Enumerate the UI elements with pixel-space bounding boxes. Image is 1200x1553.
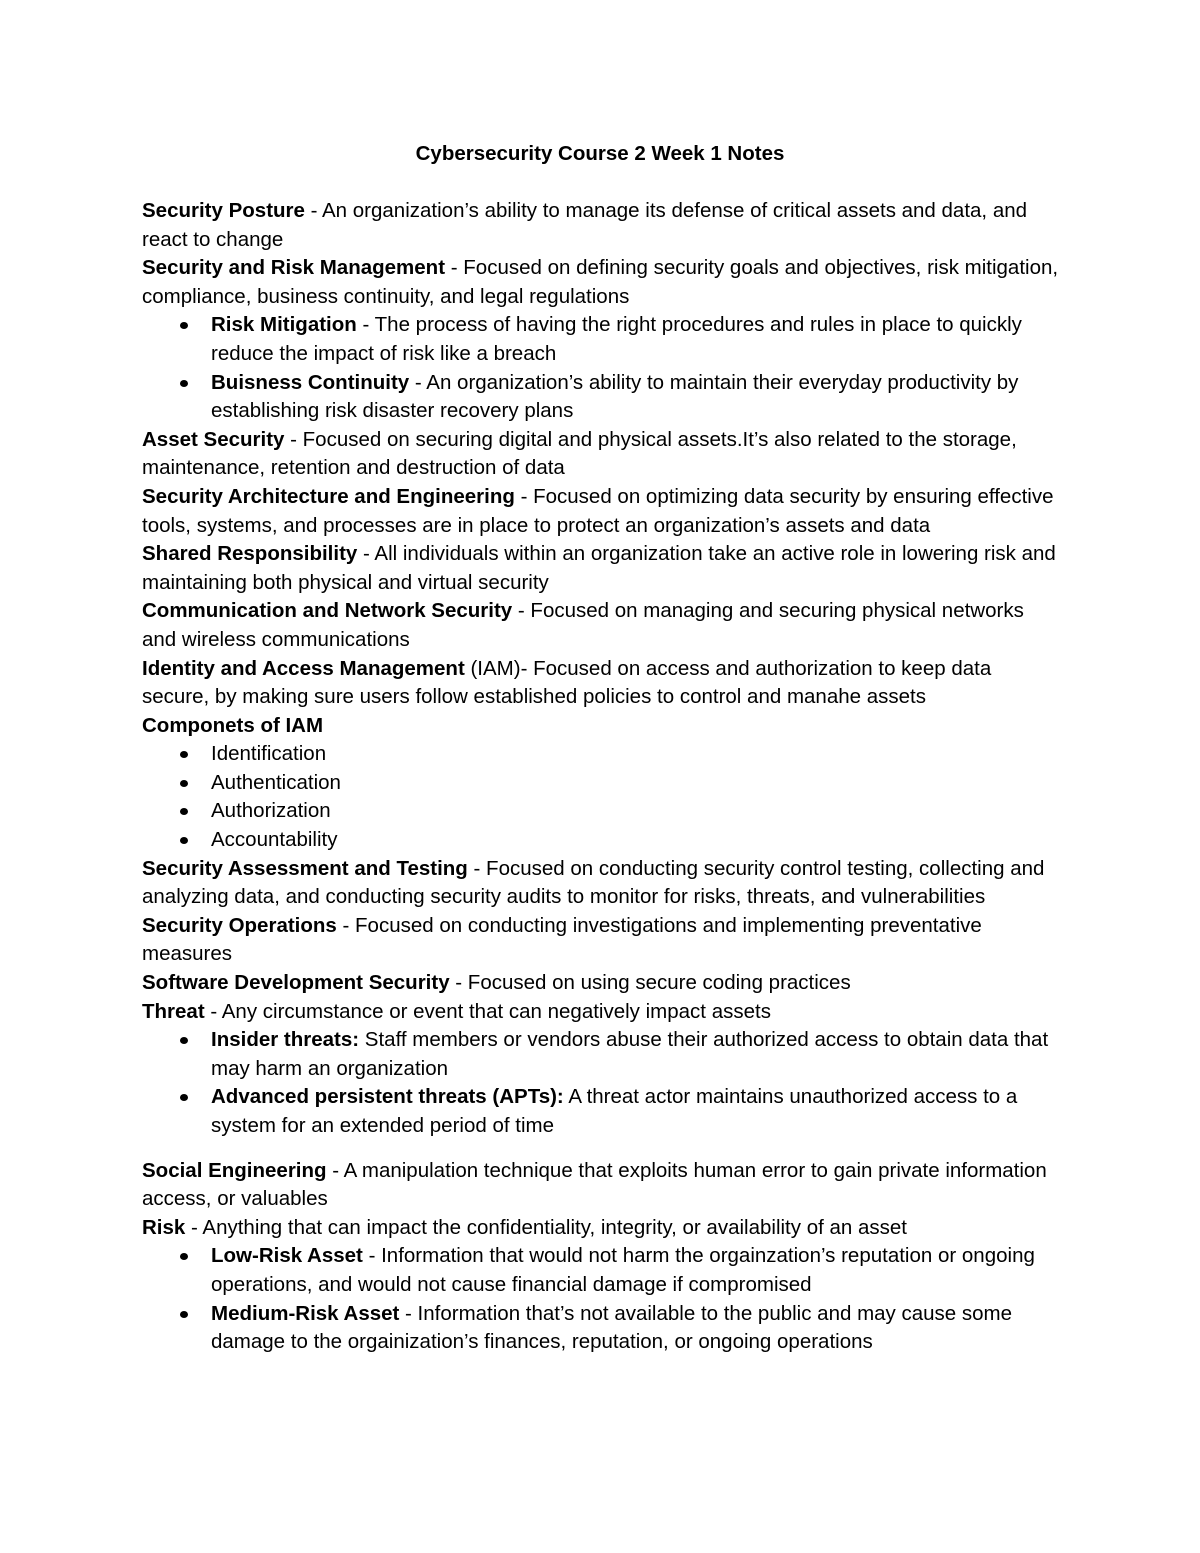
definition-paragraph [142,1157,1062,1214]
definition-paragraph [142,1214,1062,1243]
definition-term: Social Engineering [142,1158,327,1182]
definition-term: Componets of IAM [142,713,324,737]
bullet-icon [180,1253,188,1260]
definition-paragraph [142,855,1062,912]
bullet-icon [180,1037,188,1044]
list-item-term: Buisness Continuity [211,370,410,394]
bullet-icon [180,322,188,329]
bullet-icon [180,837,188,844]
definition-paragraph [142,969,1062,998]
definition-term: Security Operations [142,913,337,937]
definition-term: Security Assessment and Testing [142,856,468,880]
list-item [142,797,1062,826]
bullet-icon [180,380,188,387]
definition-text: - Any circumstance or event that can negatively impact assets [204,999,771,1023]
list-item [142,769,1062,798]
definition-paragraph [142,597,1062,654]
list-item [142,1026,1062,1083]
list-item-term: Risk Mitigation [211,313,357,337]
list-item-text: - Information that would not harm the orgainzation’s reputation or ongoing operations, and would not cause financial damage if compromised [211,1244,1035,1296]
definition-paragraph [142,998,1062,1027]
definition-paragraph [142,254,1062,311]
bullet-list [142,311,1062,425]
list-item-text: Accountability [211,828,338,852]
bullet-icon [180,751,188,758]
list-item-term: Low-Risk Asset [211,1244,363,1268]
list-item-term: Medium-Risk Asset [211,1301,400,1325]
list-item [142,1300,1062,1357]
definition-term: Software Development Security [142,971,450,995]
definition-text: - Focused on conducting investigations and implementing preventative measures [142,913,982,966]
definition-term: Security Posture [142,199,305,222]
definition-text: - Focused on using secure coding practices [449,971,851,995]
definition-term: Shared Responsibility [142,542,358,566]
definition-paragraph [142,426,1062,483]
definition-text: - Focused on managing and securing physical networks and wireless communications [142,599,1024,651]
list-item-text: Identification [211,742,327,766]
list-item [142,369,1062,426]
bullet-list [142,740,1062,854]
list-item-text: - An organization’s ability to maintain their everyday productivity by establishing risk disaster recovery plans [211,370,1019,423]
definition-term: Communication and Network Security [142,599,513,623]
bullet-icon [180,1094,188,1101]
definition-paragraph [142,483,1062,540]
list-item-text: Authorization [211,799,331,823]
definition-term: Risk [142,1215,186,1239]
list-item-text: Authentication [211,770,341,794]
list-item [142,1083,1062,1140]
list-item-term: Insider threats: [211,1028,360,1052]
definition-term: Asset Security [142,427,285,451]
definition-paragraph [142,540,1062,597]
definition-paragraph [142,197,1062,254]
list-item [142,826,1062,855]
list-item-text: A threat actor maintains unauthorized access to a system for an extended period of time [211,1085,1018,1137]
list-item [142,1242,1062,1299]
page-title: Cybersecurity Course 2 Week 1 Notes [415,142,785,165]
bullet-icon [180,808,188,815]
definition-text: (IAM)- Focused on access and authorization to keep data secure, by making sure users follow established policies to control and manahe assets [142,656,992,709]
list-item [142,740,1062,769]
definition-text: - A manipulation technique that exploits human error to gain private information access, or valuables [142,1158,1047,1211]
definition-term: Identity and Access Management [142,656,465,680]
definition-paragraph [142,712,1062,741]
definition-text: - Focused on securing digital and physical assets.It’s also related to the storage, maintenance, retention and destruction of data [142,427,1017,480]
definition-term: Security and Risk Management [142,256,446,280]
bullet-icon [180,780,188,787]
document-body [142,197,1062,1357]
definition-text: - All individuals within an organization take an active role in lowering risk and maintaining both physical and virtual security [142,542,1056,594]
list-item-text: - Information that’s not available to the public and may cause some damage to the orgainization’s finances, reputation, or ongoing operations [211,1301,1013,1354]
definition-paragraph [142,912,1062,969]
list-item-term: Advanced persistent threats (APTs): [211,1085,564,1109]
definition-text: - Focused on defining security goals and objectives, risk mitigation, compliance, business continuity, and legal regulations [142,256,1059,308]
bullet-icon [180,1311,188,1318]
definition-paragraph [142,655,1062,712]
bullet-list [142,1026,1062,1140]
definition-term: Security Architecture and Engineering [142,484,515,508]
definition-text: - Focused on optimizing data security by ensuring effective tools, systems, and processes are in place to protect an organization’s assets and data [142,484,1054,537]
definition-text: - Focused on conducting security control testing, collecting and analyzing data, and conducting security audits to monitor for risks, threats, and vulnerabilities [142,856,1045,909]
list-item-text: Staff members or vendors abuse their authorized access to obtain data that may harm an organization [211,1028,1049,1080]
definition-text: - Anything that can impact the confidentiality, integrity, or availability of an asset [185,1215,907,1239]
list-item [142,311,1062,368]
definition-text: - An organization’s ability to manage its defense of critical assets and data, and react to change [142,199,1028,251]
bullet-list [142,1242,1062,1356]
definition-term: Threat [142,999,205,1023]
paragraph-spacer [142,1141,1062,1157]
list-item-text: - The process of having the right procedures and rules in place to quickly reduce the impact of risk like a breach [211,313,1022,365]
